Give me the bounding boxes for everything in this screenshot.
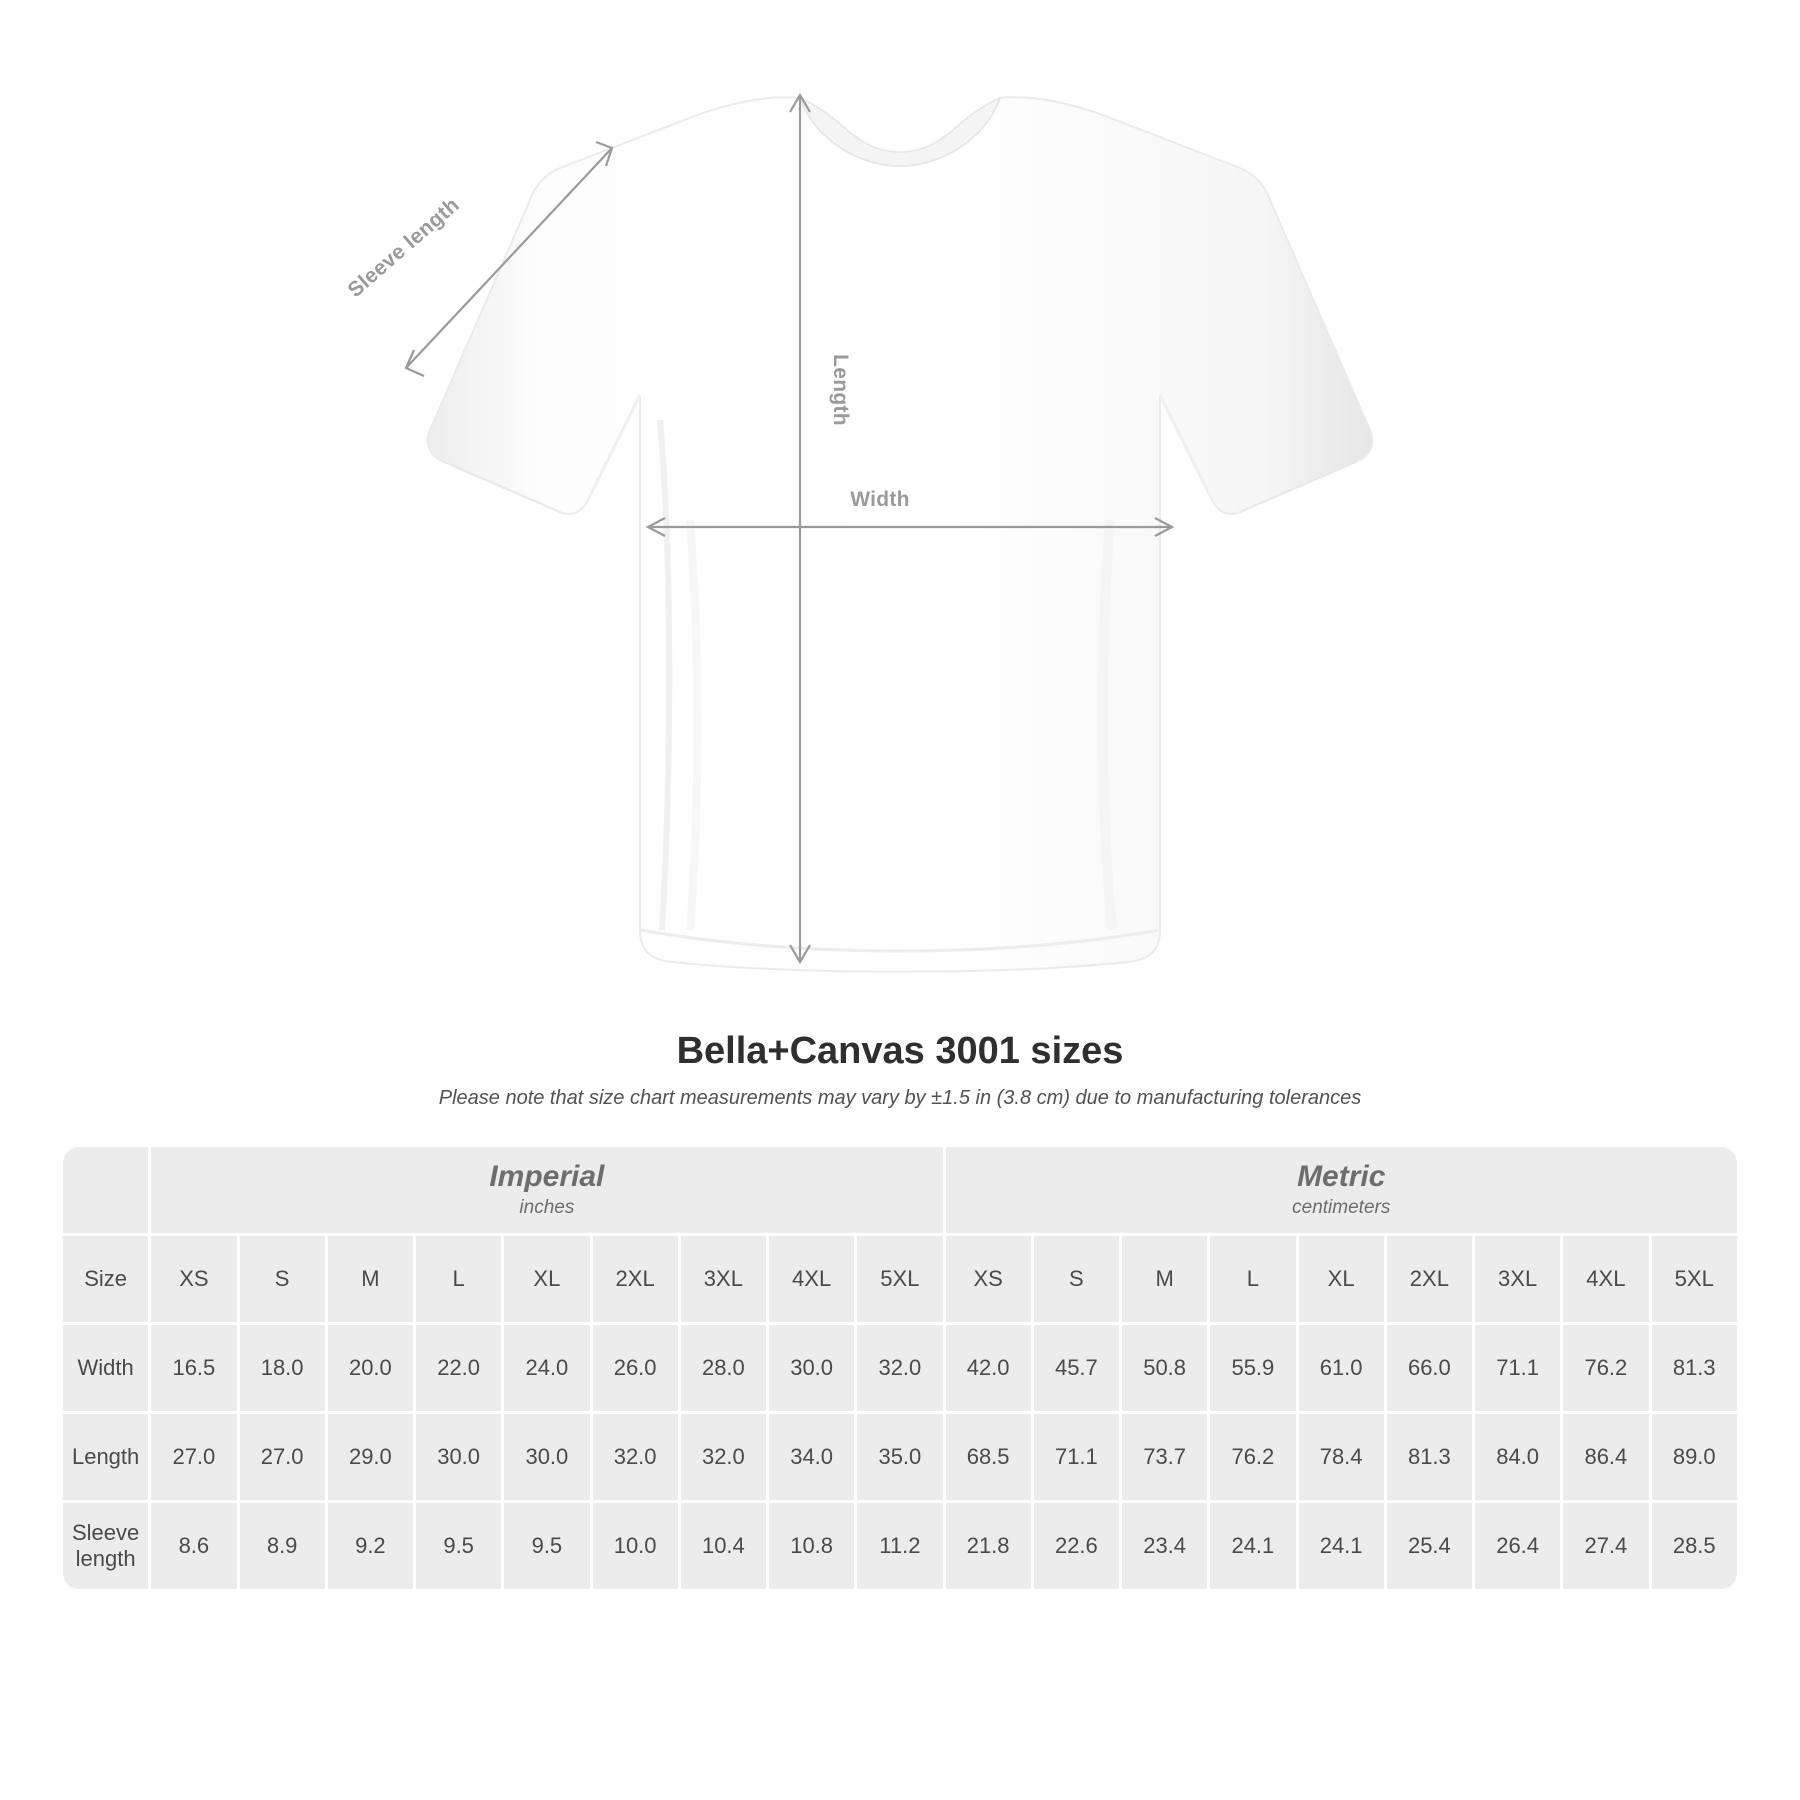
unit-group-imperial-name: Imperial [489, 1159, 605, 1193]
size-header-5xl-metric: 5XL [1652, 1236, 1738, 1322]
cell-sleeve-s-metric: 22.6 [1034, 1503, 1119, 1589]
size-table-body [63, 1325, 1737, 1589]
size-header-2xl-imperial: 2XL [593, 1236, 678, 1322]
unit-group-metric-sub: centimeters [1292, 1197, 1391, 1219]
cell-length-m-imperial: 29.0 [328, 1414, 413, 1500]
cell-length-4xl-metric: 86.4 [1563, 1414, 1648, 1500]
size-header-2xl-metric: 2XL [1387, 1236, 1472, 1322]
size-header-4xl-imperial: 4XL [769, 1236, 854, 1322]
cell-width-4xl-imperial: 30.0 [769, 1325, 854, 1411]
cell-sleeve-xs-metric: 21.8 [946, 1503, 1031, 1589]
cell-length-m-metric: 73.7 [1122, 1414, 1207, 1500]
cell-length-3xl-metric: 84.0 [1475, 1414, 1560, 1500]
unit-group-corner [63, 1147, 148, 1233]
cell-length-3xl-imperial: 32.0 [681, 1414, 766, 1500]
unit-group-metric-name: Metric [1297, 1159, 1386, 1193]
cell-width-xl-imperial: 24.0 [504, 1325, 589, 1411]
size-header-3xl-imperial: 3XL [681, 1236, 766, 1322]
page-title: Bella+Canvas 3001 sizes [676, 1030, 1124, 1072]
cell-length-l-metric: 76.2 [1210, 1414, 1295, 1500]
cell-width-2xl-metric: 66.0 [1387, 1325, 1472, 1411]
cell-width-xs-metric: 42.0 [946, 1325, 1031, 1411]
unit-group-imperial-sub: inches [519, 1197, 575, 1219]
cell-length-s-imperial: 27.0 [240, 1414, 325, 1500]
cell-sleeve-3xl-metric: 26.4 [1475, 1503, 1560, 1589]
unit-group-imperial [151, 1147, 942, 1233]
size-header-5xl-imperial: 5XL [857, 1236, 942, 1322]
unit-group-metric [946, 1147, 1738, 1233]
cell-length-l-imperial: 30.0 [416, 1414, 501, 1500]
table-row [63, 1503, 1737, 1589]
cell-width-5xl-imperial: 32.0 [857, 1325, 942, 1411]
cell-width-l-imperial: 22.0 [416, 1325, 501, 1411]
cell-sleeve-xl-metric: 24.1 [1299, 1503, 1384, 1589]
cell-length-2xl-imperial: 32.0 [593, 1414, 678, 1500]
cell-sleeve-2xl-imperial: 10.0 [593, 1503, 678, 1589]
size-header-m-imperial: M [328, 1236, 413, 1322]
size-header-l-metric: L [1210, 1236, 1295, 1322]
size-header-s-imperial: S [240, 1236, 325, 1322]
size-header-s-metric: S [1034, 1236, 1119, 1322]
cell-sleeve-5xl-imperial: 11.2 [857, 1503, 942, 1589]
cell-width-s-imperial: 18.0 [240, 1325, 325, 1411]
cell-width-3xl-metric: 71.1 [1475, 1325, 1560, 1411]
cell-length-xs-imperial: 27.0 [151, 1414, 236, 1500]
cell-width-l-metric: 55.9 [1210, 1325, 1295, 1411]
size-table-head [63, 1147, 1737, 1322]
cell-sleeve-2xl-metric: 25.4 [1387, 1503, 1472, 1589]
cell-sleeve-4xl-imperial: 10.8 [769, 1503, 854, 1589]
sleeve-length-dimension-label: Sleeve length [343, 193, 464, 302]
cell-sleeve-4xl-metric: 27.4 [1563, 1503, 1648, 1589]
size-header-xs-imperial: XS [151, 1236, 236, 1322]
measurement-tolerance-note: Please note that size chart measurements may vary by ±1.5 in (3.8 cm) due to manufacturing tolerances [438, 1087, 1362, 1109]
cell-sleeve-xs-imperial: 8.6 [151, 1503, 236, 1589]
cell-width-xs-imperial: 16.5 [151, 1325, 236, 1411]
unit-group-row [63, 1147, 1737, 1233]
cell-length-xs-metric: 68.5 [946, 1414, 1031, 1500]
cell-length-s-metric: 71.1 [1034, 1414, 1119, 1500]
cell-length-5xl-metric: 89.0 [1652, 1414, 1738, 1500]
shirt-shape [428, 97, 1373, 971]
row-label-length: Length [63, 1414, 148, 1500]
cell-sleeve-l-imperial: 9.5 [416, 1503, 501, 1589]
table-row [63, 1325, 1737, 1411]
cell-sleeve-m-imperial: 9.2 [328, 1503, 413, 1589]
size-header-l-imperial: L [416, 1236, 501, 1322]
size-table-wrapper [60, 1144, 1740, 1592]
cell-sleeve-l-metric: 24.1 [1210, 1503, 1295, 1589]
size-header-row [63, 1236, 1737, 1322]
cell-width-xl-metric: 61.0 [1299, 1325, 1384, 1411]
size-header-xs-metric: XS [946, 1236, 1031, 1322]
size-header-m-metric: M [1122, 1236, 1207, 1322]
cell-width-5xl-metric: 81.3 [1652, 1325, 1738, 1411]
cell-width-3xl-imperial: 28.0 [681, 1325, 766, 1411]
cell-width-s-metric: 45.7 [1034, 1325, 1119, 1411]
row-label-width: Width [63, 1325, 148, 1411]
cell-sleeve-5xl-metric: 28.5 [1652, 1503, 1738, 1589]
cell-sleeve-3xl-imperial: 10.4 [681, 1503, 766, 1589]
cell-length-xl-imperial: 30.0 [504, 1414, 589, 1500]
size-header-label: Size [63, 1236, 148, 1322]
cell-width-m-imperial: 20.0 [328, 1325, 413, 1411]
size-table [60, 1144, 1740, 1592]
cell-width-m-metric: 50.8 [1122, 1325, 1207, 1411]
cell-sleeve-m-metric: 23.4 [1122, 1503, 1207, 1589]
length-dimension-label: Length [829, 354, 852, 426]
cell-sleeve-xl-imperial: 9.5 [504, 1503, 589, 1589]
size-header-xl-metric: XL [1299, 1236, 1384, 1322]
table-row [63, 1414, 1737, 1500]
cell-width-2xl-imperial: 26.0 [593, 1325, 678, 1411]
cell-length-2xl-metric: 81.3 [1387, 1414, 1472, 1500]
row-label-sleeve-length: Sleeve length [63, 1503, 148, 1589]
cell-width-4xl-metric: 76.2 [1563, 1325, 1648, 1411]
size-header-4xl-metric: 4XL [1563, 1236, 1648, 1322]
cell-sleeve-s-imperial: 8.9 [240, 1503, 325, 1589]
size-header-3xl-metric: 3XL [1475, 1236, 1560, 1322]
cell-length-xl-metric: 78.4 [1299, 1414, 1384, 1500]
cell-length-5xl-imperial: 35.0 [857, 1414, 942, 1500]
size-header-xl-imperial: XL [504, 1236, 589, 1322]
width-dimension-label: Width [850, 488, 910, 511]
cell-length-4xl-imperial: 34.0 [769, 1414, 854, 1500]
